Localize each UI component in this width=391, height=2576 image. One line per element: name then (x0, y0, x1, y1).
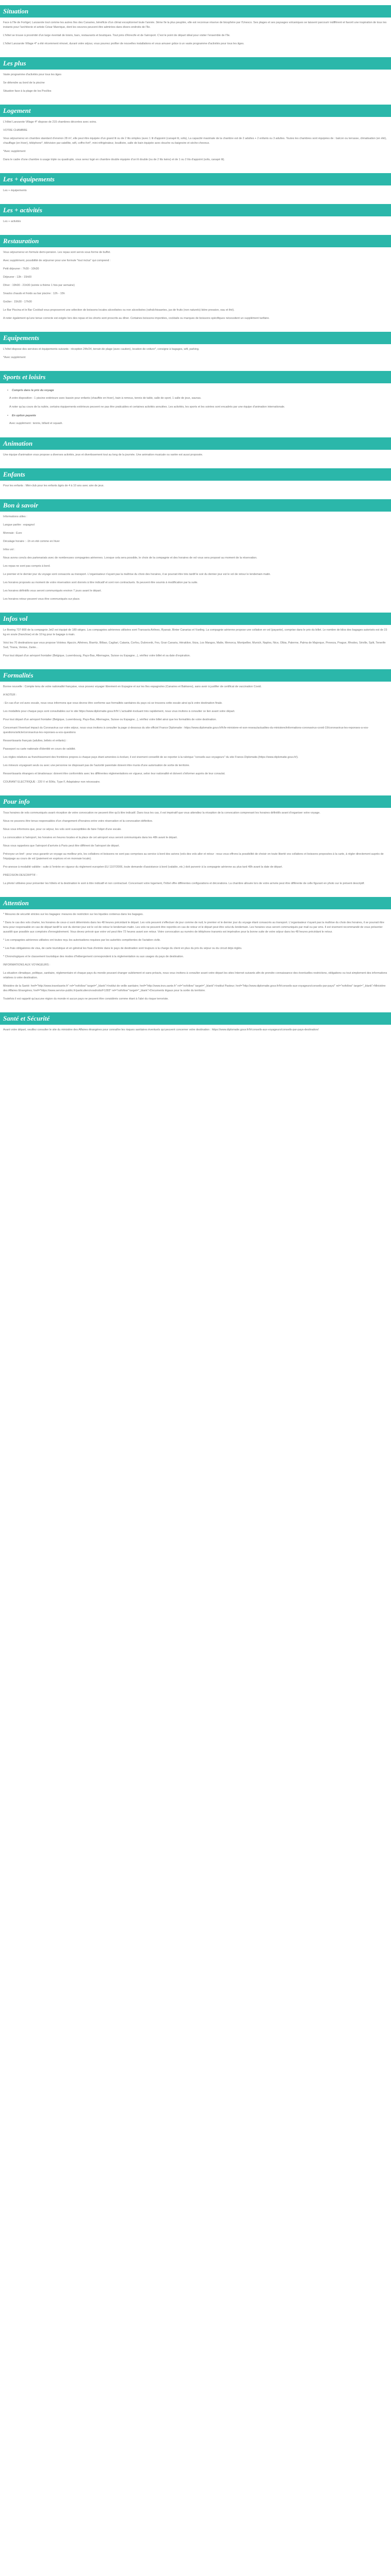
paragraph: La photo/ utilisées pour présenter les hôtels et la destination le sont à titre indicatif et non contractuel. Concernant votre logement, l'hôtel offre différentes configurations et décorations. La chambre allouée lors de votre arrivée peut être différente de celle figurant en photo sur le présent descriptif. (3, 882, 365, 885)
paragraph: Monnaie : Euro (3, 532, 22, 535)
paragraph: Les règles relatives au franchissement des frontières propres à chaque pays étant amenées à évoluer, il est vivement conseillé de se reporter à la rubrique "conseils aux voyageurs" du site France.Diplomatie.(https://www.diplomatie.gouv.fr/). (3, 756, 299, 759)
paragraph: L'hôtel se trouve à proximité d'un large éventail de loisirs, bars, restaurants et boutiques. Tout près d'Arrecife et de l'aéroport. C'est le point de départ idéal pour visiter l'ensemble de l'île. (3, 34, 231, 37)
paragraph: INFORMATIONS AUX VOYAGEURS : (3, 963, 51, 967)
section-content (0, 481, 391, 495)
section-header-les-activités: Les + activités (0, 204, 391, 216)
section-header-equipements: Equipements (0, 332, 391, 344)
bullet-icon: • (7, 414, 8, 417)
paragraph: * Les frais obligatoires de visa, de carte touristique et en général les frais d'entrée dans le pays de destination sont toujours à la charge du client en plus du prix du séjour ou du circuit déjà réglés. (3, 947, 242, 950)
paragraph: * Mesures de sécurité strictes sur les bagages: mesures de restriction sur les liquides contenus dans les bagages. (3, 913, 144, 916)
paragraph: Infos vol : (3, 548, 15, 551)
paragraph: Vaste programme d'activités pour tous les âges (3, 73, 61, 76)
section-header-bon-à-savoir: Bon à savoir (0, 499, 391, 512)
paragraph: * Chronologiques et le classement touristique des modes d'hébergement correspondent à la réglementation ou aux usages du pays de destination. (3, 955, 184, 958)
paragraph: Les horaires définitifs vous seront communiqués environ 7 jours avant le départ. (3, 589, 102, 592)
section-header-attention: Attention (0, 897, 391, 909)
paragraph: Snacks chauds et froids au bar piscine : 12h - 15h (3, 292, 65, 295)
paragraph: *Avec supplément (3, 150, 26, 153)
paragraph: *Avec supplément (3, 356, 26, 359)
paragraph: Informations utiles : (3, 515, 27, 518)
paragraph: Toutefois il est rappelé qu'aucune région du monde ni aucun pays ne peuvent être considérés comme étant à l'abri du risque terroriste. (3, 997, 169, 1001)
paragraph: Le premier et le dernier jour du voyage sont consacrés au transport. L'organisateur n'ayant pas la maîtrise du choix des horaires, il se pourrait être très tardif le soir du dernier jour est le vol de retour le lendemain matin. (3, 573, 271, 576)
sub-heading (7, 414, 388, 418)
paragraph: COURANT ELECTRIQUE : 220 V et 50Hz, Type F, Adaptateur non nécessaire. (3, 781, 101, 784)
paragraph: La situation climatique, politique, sanitaire, réglementaire et chaque pays du monde pouvant changer subitement et sans préavis, nous vous invitons à consulter avant votre départ les sites Internet suivants afin de prendre connaissance des éventuelles restrictions, obligations ou tout simplement des informations relatives à votre destination. (3, 972, 387, 979)
paragraph: L'Hôtel Lanzarote Village 4* dispose de 215 chambres décorées avec soins. (3, 121, 97, 124)
paragraph: Une équipe d'animation vous propose a diverses activités, jeux et divertissement tout au long de la journée. Une animation musicale ou variée est aussi proposée. (3, 453, 203, 456)
sub-text: A noter qu'au cours de la nuitée, certains équipements extérieurs peuvent ne pas être praticables et certaines activités annulées. Les activités, les sports et les soirées sont encadrés par une équipe d'animation internationale. (9, 405, 285, 409)
paragraph: Situation face à la plage de los Pocillos (3, 90, 52, 93)
section-header-infos-vol: Infos vol (0, 613, 391, 625)
paragraph: - En cas d'un vol avec escale, nous vous informons que vous devrez être conforme aux formalités sanitaires du pays où se trouvera cette escale ainsi qu'à votre destination finale. (3, 702, 223, 705)
paragraph: A noter également qu'une tenue correcte est exigée lors des repas et les shorts sont proscrits au dîner. Certaines boissons importées, cocktails ou marques de boissons spécifiques nécessitent un supplément tarifaire. (3, 317, 270, 320)
paragraph: Les repas ne sont pas compris à bord. (3, 565, 51, 568)
section-content (0, 247, 391, 328)
paragraph: L'hôtel dispose des services et équipements suivants : réception 24h/24, terrain de plage (avec caution), location de voiture*, consigne à bagages, wifi, parking. (3, 348, 200, 351)
paragraph: Vous séjournerez en formule demi-pension. Les repas sont servis sous forme de buffet. (3, 251, 111, 254)
paragraph: Avant votre départ, veuillez consulter le site du ministère des Affaires étrangères pour connaître les risques sanitaires éventuels qui peuvent concerner votre destination : https://www.diplomatie.gouv.fr/fr/conseils-aux-voyageurs/conseils-par-pays-destination/ (3, 1028, 319, 1031)
sub-text: A votre disposition : 1 piscine extérieure avec bassin pour enfants (chauffée en hiver), bain à remous, tennis de table, salle de sport, 1 salle de jeux, saunas. (9, 397, 202, 400)
section-content (0, 117, 391, 169)
paragraph: Face à l'île de Fortigel, Lanzarote tout comme les autres îles des Canaries, bénéficie d'un climat exceptionnel toute l'année. 3ème île la plus peuplée, elle est reconnue réserve de biosphère par l'Unesco. Ses plages et ses paysages volcaniques se laissent parcourir indifférent et favorit une inspiration de tous les instants pour l'architecte et artiste César Manrique, dont les oeuvres peuvent être admirées dans divers endroits de l'île. (3, 21, 387, 29)
section-content (0, 216, 391, 231)
paragraph: PRÉCISION DESCRIPTIF : (3, 874, 38, 877)
paragraph: Se détendre au bord de la piscine (3, 81, 45, 84)
section-header-pour-info: Pour info (0, 795, 391, 808)
paragraph: Les mineurs voyageant seuls ou avec une personne ne disposant pas de l'autorité parentale doivent être munis d'une autorisation de sortie de territoire. (3, 764, 190, 767)
section-content (0, 70, 391, 100)
paragraph: Pour les enfants : Mini-club pour les enfants âgés de 4 à 10 ans avec aire de jeux. (3, 484, 104, 487)
paragraph: A NOTER : (3, 693, 17, 697)
paragraph: Voici les 70 destinations que vous propose Volotea: Ajaccio, Athènes, Biarritz, Bilbao, Cagliari, Catania, Corfou, Dubrovnik, Fes, Gran Canaria, Héraklion, Ibiza, Los Mangos, Malte, Menorca, Montpellier, Munich, Naples, Nice, Olbia, Palerme, Palma de Majorque, Preveza, Prague, Rhodes, Séville, Split, Tenerife Sud, Tirana, Venise, Zante... (3, 641, 386, 649)
paragraph: Ressortissants étrangers et binationaux: doivent être conformités avec les différentes réglementations en vigueur, selon leur nationalité et doivent s'informer auprès de leur consulat. (3, 772, 225, 775)
section-content (0, 344, 391, 367)
paragraph: Concernant l'éventuel impact du Coronavirus sur votre séjour, nous vous invitons à consulter la page ci-dessous du site officiel France Diplomatie : https://www.diplomatie.gouv.fr/fr/le-ministere-et-son-reseau/actualites-du-ministere/informations-coronavirus-covid-19/coronavirus-les-reponses-a-vos-questions/article/coronavirus-les-reponses-a-vos-questions (3, 726, 369, 734)
paragraph: VOTRE CHAMBRE (3, 129, 28, 132)
section-content (0, 512, 391, 608)
paragraph: Pour tout départ d'un aéroport frontalier (Belgique, Luxembourg, Pays-Bas, Allemagne, Suisse ou Espagne...), vérifiez votre billet ainsi que les formalités de votre destination. (3, 718, 217, 721)
paragraph: Goûter : 15h30 - 17h00 (3, 300, 32, 303)
section-content (0, 625, 391, 665)
section-header-formalités: Formalités (0, 669, 391, 682)
section-header-sports-et-loisirs: Sports et loisirs (0, 371, 391, 383)
section-content (0, 808, 391, 893)
paragraph: Dans le cadre d'une chambre à usage triple ou quadruple, vous serez logé en chambre double équipée d'un lit double (ou de 2 lits twins) et de 1 ou 2 lits d'appoint (sofa, canapé lit). (3, 158, 225, 161)
section-header-les-plus: Les plus (0, 57, 391, 70)
paragraph: La convocation à l'aéroport, les horaires en heures locales et la place de cet aéroport vous seront communiqués dans les 48h avant le départ. (3, 836, 178, 839)
paragraph: Pour tout départ d'un aéroport frontalier (Belgique, Luxembourg, Pays-Bas, Allemagne, Suisse ou Espagne...), vérifiez votre billet et sa date d'expiration. (3, 654, 191, 657)
paragraph: Langue parlée : espagnol (3, 523, 35, 527)
page (0, 5, 391, 1039)
section-header-logement: Logement (0, 105, 391, 117)
section-content (0, 682, 391, 791)
section-content (0, 1025, 391, 1039)
section-content (0, 18, 391, 53)
paragraph: Nous vous informons que, pour ce séjour, les vols sont susceptibles de faire l'objet d'une escale. (3, 828, 122, 831)
paragraph: Les horaires retour peuvent vous être communiqués sur place. (3, 598, 80, 601)
paragraph: Nous ne pouvons être tenus responsables d'un changement d'horaires entre votre réservation et la convocation définitive. (3, 820, 153, 823)
section-content (0, 909, 391, 1008)
paragraph: Nous vous rappelons que l'aéroport d'arrivée à Paris peut être différent de l'aéroport de départ. (3, 844, 120, 848)
paragraph: * Les compagnies aériennes utilisées ont toutes reçu les autorisations requises par les autorités compétentes de l'aviation civile. (3, 939, 161, 942)
paragraph: Petit déjeuner : 7h30 - 10h30 (3, 267, 39, 270)
section-header-restauration: Restauration (0, 235, 391, 247)
sub-heading (7, 388, 388, 393)
paragraph: Le Bar Piscina et le Bar Cocktail vous proposeront une sélection de boissons locales alcoolisées ou non alcoolisées (rafraîchissantes, jus de fruits (non naturels) bière pression, eau et thé). (3, 309, 235, 312)
paragraph: Prévoyez un bref : pour vous garantir un voyage au meilleur prix, les collations et boissons ne sont pas comprises au service à bord des avions (vols des vols aller et retour : nous vous offrons la possibilité de choisir en toute liberté vos collations et boissons proposées à la carte, à régler directement auprès de l'équipage au cours de vol (paiement en espèces et en monnaie locale). (3, 853, 384, 860)
paragraph: Les + équipements (3, 189, 27, 192)
paragraph: Pro-anesse à modalité validée : suite à l'entrée en vigueur du règlement européen EU 1107/2006, toute demande d'assistance à bord (valable, etc.) doit parvenir à la compagnie aérienne au plus tard 48h avant la date de départ. (3, 866, 283, 869)
section-content (0, 383, 391, 433)
section-header-les-équipements: Les + équipements (0, 173, 391, 185)
paragraph: Les + activités (3, 220, 21, 223)
section-content (0, 185, 391, 200)
paragraph: Les horaires proposés au moment de votre réservation sont donnés à titre indicatif et sont non contractuels. Ils peuvent être soumis à modification par la suite. (3, 581, 198, 584)
sub-heading-label: En option payante (12, 414, 36, 417)
section-header-enfants: Enfants (0, 468, 391, 481)
section-content (0, 450, 391, 464)
paragraph: Dîner : 19h00 - 21h30 (soirée à thème 1 fois par semaine) (3, 284, 75, 287)
section-header-animation: Animation (0, 437, 391, 450)
paragraph: * Dans le cas des vols charter, les horaires de ceux-ci sont déterminés dans les 48 heures précédant le départ. Les vols peuvent s'effectuer de jour comme de nuit; le premier et le dernier jour du voyage étant consacrés au transport. L'organisateur n'ayant pas la maîtrise du choix des horaires, il se pourrait être tenu pour responsable en cas de départ tardif le soir du dernier jour est le vol de retour le lendemain matin. Les vols ne peuvent être reportés en cas de retour et le départ peut être celui du lendemain. Les horaires vous seront communiqués par mail ou par sms. Il est vivement recommandé de vous présenter aussitôt que possible aux comptoirs d'enregistrement. Vous devez prévoir que votre vol peut être 72 heures avant son retour. Votre convocation au numéro de téléphone transmis est impérative pour la bonne suite de votre séjour dans les 48 heures précédant le retour. (3, 921, 384, 934)
paragraph: Tous horaires de vols communiqués avant réception de votre convocation ne peuvent être qu'à titre indicatif. Dans tous les cas, il est impératif que vous attendiez la réception de la convocation comprenant les horaires définitifs avant d'organiser votre voyage. (3, 811, 320, 815)
sub-heading-label: Compris dans le prix du voyage (12, 389, 54, 392)
paragraph: Vous séjournerez en chambre standard d'environ 28 m², elle peut être équipée d'un grand lit ou de 2 lits simples (avec 1 lit d'appoint (canapé lit, sofa), La capacité maximale de la chambre est de 2 adultes + 2 enfants ou 3 adultes. Toutes les chambres sont équipées de : balcon ou terrasse, climatisation (en été), chauffage (en hiver), téléphone*, télévision par satellite, wifi, coffre-fort*, mini-réfrigérateur, bouilloire, salle de bain équipée avec douche ou baignoire et sèche-cheveux. (3, 137, 387, 145)
section-header-situation: Situation (0, 5, 391, 18)
paragraph: Décalage horaire : -1h en été comme en hiver (3, 540, 60, 543)
paragraph: Avec supplément, possibilité de séjourner pour une formule "tout inclus" qui comprend : (3, 259, 111, 262)
paragraph: Les modalités pour chaque pays sont consultables sur le site https://www.diplomatie.gouv.fr/fr/ L'actualité évoluant très rapidement, nous vous invitons à consulter ce lien avant votre départ. (3, 710, 235, 713)
paragraph: Passeport ou carte nationale d'identité en cours de validité. (3, 748, 76, 751)
paragraph: Ressortissants français (adultes, bébés et enfants) : (3, 739, 68, 742)
paragraph: Déjeuner : 13h - 15h00 (3, 276, 32, 279)
paragraph: Le Boeing 737-800 de la compagnie Jet2 est équipé de 189 sièges. Les compagnies aériennes utilisées sont Transavia Airlines, Ryanair, Binter Canarias et Vueling. La compagnie aérienne propose une collation en vol (payante), comprise dans le prix du billet. Le nombre de kilos des bagages autorisés est de 23 kg en soute (franchise) et de 10 kg pour le bagage à main. (3, 629, 387, 636)
section-header-santé-et-sécurité: Santé et Sécurité (0, 1012, 391, 1025)
paragraph: Bonne nouvelle : Compte tenu de votre nationalité française, vous pouvez voyager librement en Espagne et sur les îles espagnoles (Canaries et Baléares), sans avoir à justifier de certificat de vaccination Covid. (3, 685, 262, 688)
paragraph: Ministère de la Santé: href="http://www.travelsante.fr" rel="nofollow" target="_blank">Institut de veille sanitaire; href="http://www.invs.sante.fr" rel="nofollow" target="_blank">Institut Pasteur; href="http://www.diplomatie.gouv.fr/fr/conseils-aux-voyageurs/conseils-par-pays/" rel="nofollow" target="_blank">Ministère des Affaires Etrangères; href="https://www.service-public.fr/particuliers/vosdroits/F1283" rel="nofollow" target="_blank">Documents légaux pour la sortie du territoire. (3, 985, 386, 992)
sub-text: Avec supplément : tennis, billard et squash. (9, 422, 63, 425)
paragraph: L'hôtel Lanzarote Village 4* a été récemment rénové, durant votre séjour, vous pourrez profiter de nouvelles installations et vous amuser grâce à un vaste programme d'activités pour tous les âges. (3, 42, 245, 45)
paragraph: Nous avons conclu des partenariats avec de nombreuses compagnies aériennes. Lorsque cela sera possible, le choix de la compagnie et des horaires de vol vous sera proposé au moment de la réservation. (3, 556, 257, 560)
bullet-icon: • (7, 389, 8, 392)
